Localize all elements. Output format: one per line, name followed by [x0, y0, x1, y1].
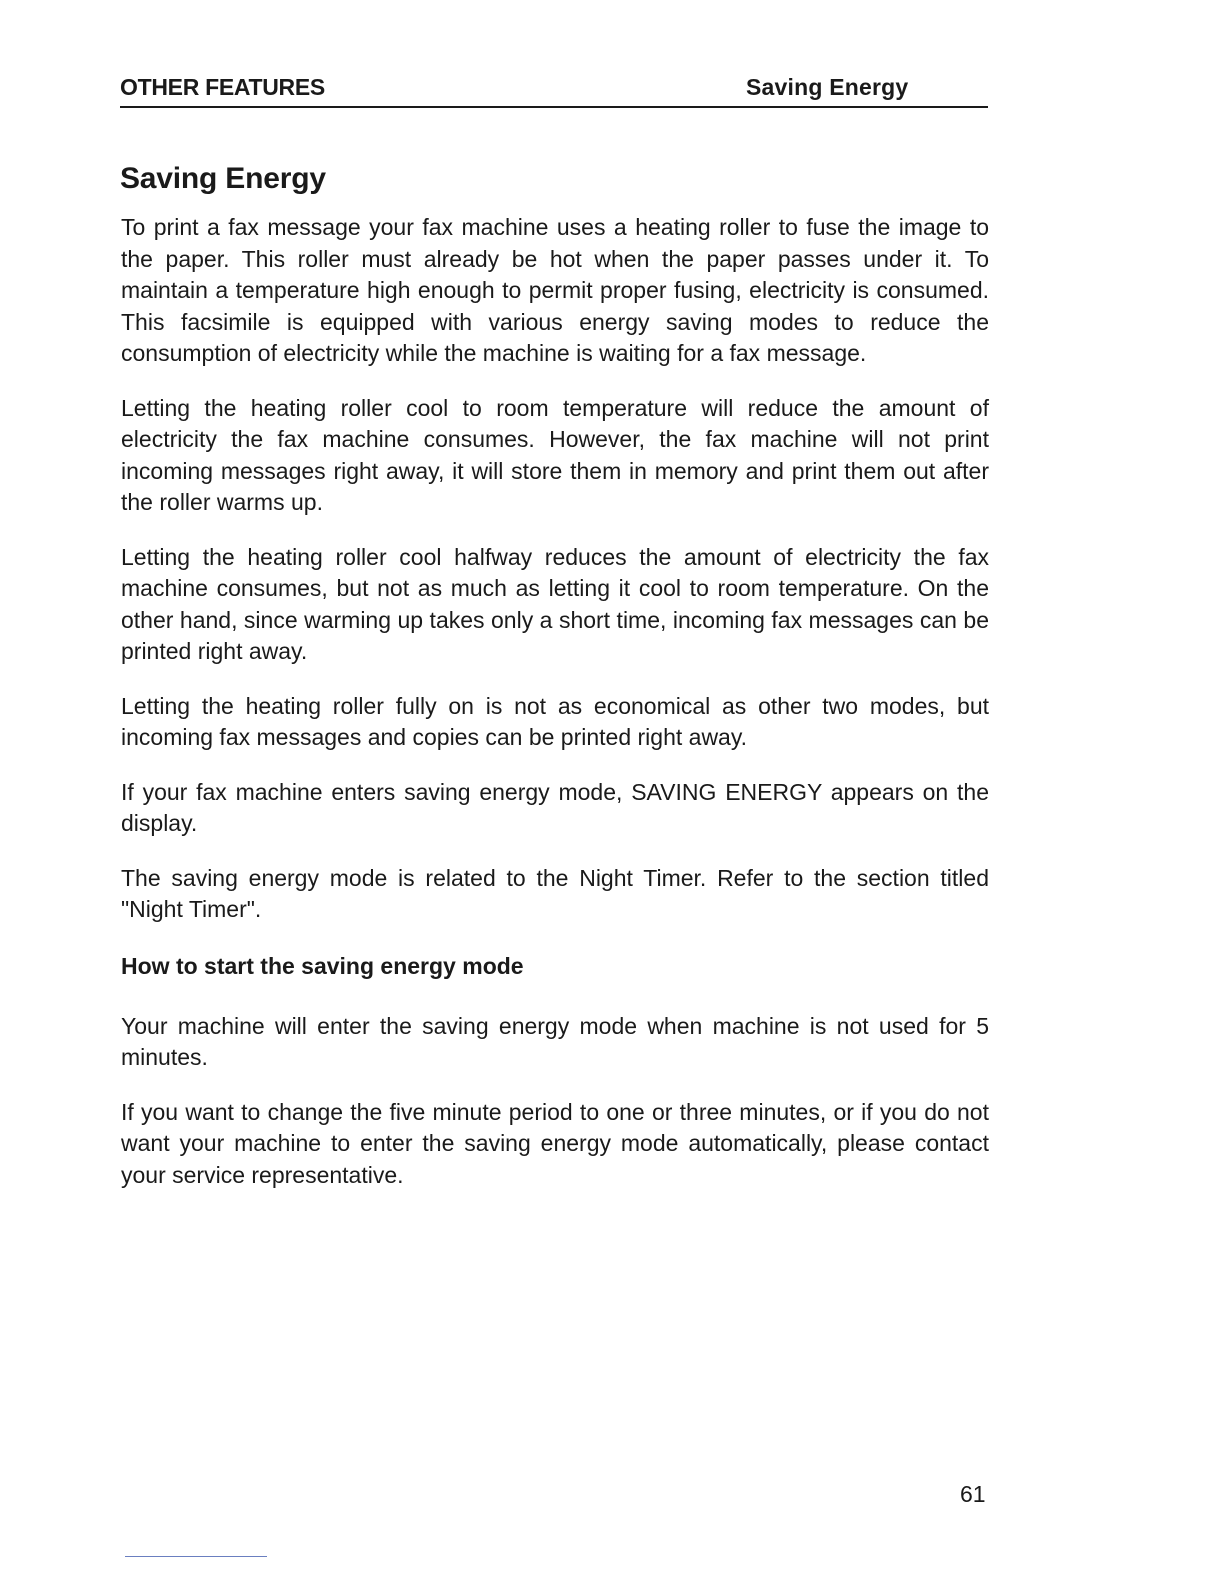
running-header — [120, 72, 988, 108]
divider — [125, 1556, 267, 1557]
body-text — [121, 212, 989, 1214]
paragraph-service: If you want to change the five minute period to one or three minutes, or if you do not want your machine to enter the saving energy mode automatically, please contact your service representative. — [121, 1098, 989, 1188]
page-title: Saving Energy — [120, 162, 326, 195]
section-label: Saving Energy — [746, 74, 909, 100]
paragraph-room-temperature: Letting the heating roller cool to room temperature will reduce the amount of electricity the fax machine consumes. However, the fax machine will not print incoming messages right away, it will store them in memory and print them out after the roller warms up. — [121, 394, 989, 515]
chapter-label: OTHER FEATURES — [120, 74, 325, 100]
paragraph-intro: To print a fax message your fax machine uses a heating roller to fuse the image to the paper. This roller must already be hot when the paper passes under it. To maintain a temperature high enough to permit proper fusing, electricity is consumed. This facsimile is equipped with various energy saving modes to reduce the consumption of electricity while the machine is waiting for a fax message. — [121, 214, 989, 366]
subheading: How to start the saving energy mode — [121, 952, 524, 979]
page-number: 61 — [960, 1481, 986, 1507]
paragraph-fully-on: Letting the heating roller fully on is not as economical as other two modes, but incoming fax messages and copies can be printed right away. — [121, 692, 989, 750]
paragraph-five-minutes: Your machine will enter the saving energy mode when machine is not used for 5 minutes. — [121, 1012, 989, 1070]
paragraph-night-timer: The saving energy mode is related to the Night Timer. Refer to the section titled "Night Timer". — [121, 864, 989, 922]
paragraph-display: If your fax machine enters saving energy mode, SAVING ENERGY appears on the display. — [121, 778, 989, 836]
paragraph-halfway: Letting the heating roller cool halfway reduces the amount of electricity the fax machine consumes, but not as much as letting it cool to room temperature. On the other hand, since warming up takes only a short time, incoming fax messages can be printed right away. — [121, 543, 989, 664]
